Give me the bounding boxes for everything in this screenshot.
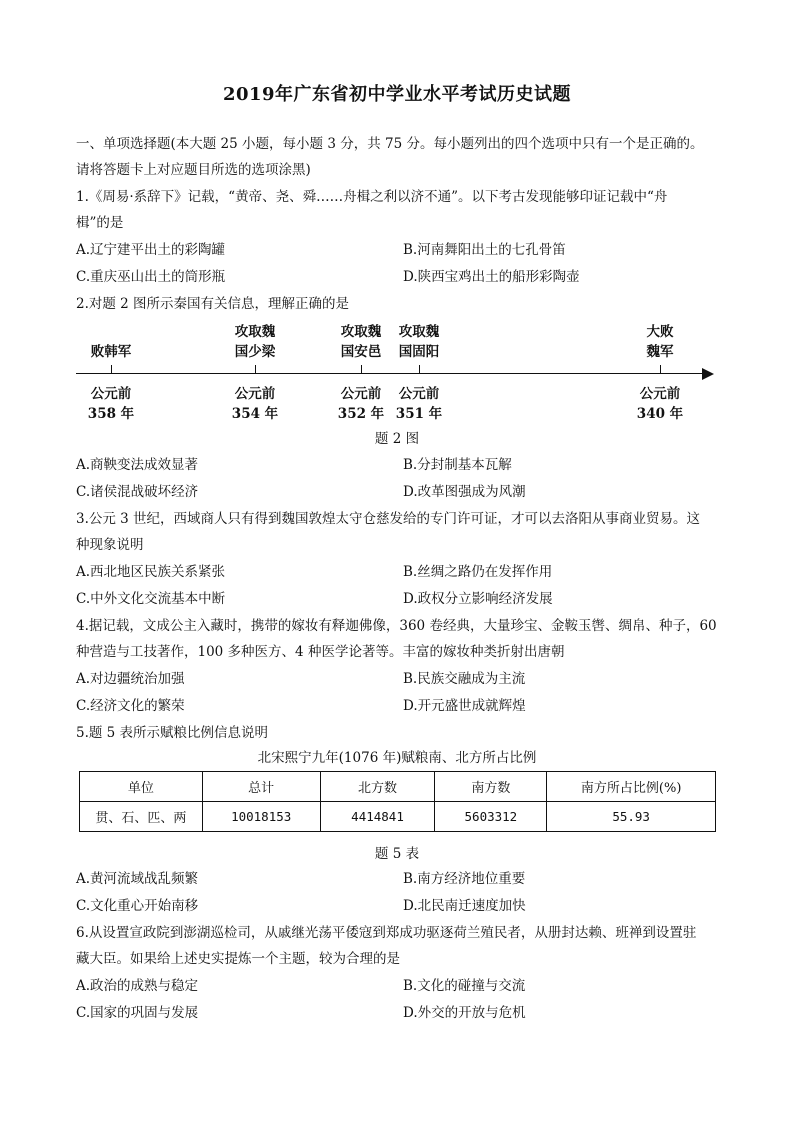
timeline-event-label-line-2: 败韩军 (90, 344, 132, 360)
question-3-option-d: D.政权分立影响经济发展 (403, 591, 553, 607)
table-header-row (80, 772, 716, 802)
timeline-event-label-line-2: 国固阳 (398, 344, 440, 360)
question-1-option-b: B.河南舞阳出土的七孔骨笛 (403, 242, 566, 258)
question-2-figure-caption: 题 2 图 (374, 431, 420, 447)
question-3-option-b: B.丝绸之路仍在发挥作用 (403, 564, 553, 580)
question-1-option-c: C.重庆巫山出土的筒形瓶 (76, 269, 226, 285)
table-header-cell: 北方数 (320, 772, 435, 802)
question-1-option-a: A.辽宁建平出土的彩陶罐 (76, 242, 226, 258)
question-6-option-c: C.国家的巩固与发展 (76, 1005, 199, 1021)
question-5-table (79, 771, 716, 832)
timeline-date-line-1: 公元前 (90, 386, 132, 402)
timeline-tick (255, 365, 256, 373)
table-cell-north: 4414841 (320, 802, 435, 832)
timeline-date-line-2: 358 年 (87, 406, 135, 422)
question-6-option-d: D.外交的开放与危机 (403, 1005, 526, 1021)
question-2-stem: 2.对题 2 图所示秦国有关信息，理解正确的是 (76, 296, 350, 312)
question-3-stem-line-1: 3.公元 3 世纪，西域商人只有得到魏国敦煌太守仓慈发给的专门许可证，才可以去洛阳从事商业贸易。这 (76, 511, 701, 527)
timeline-date-line-2: 354 年 (231, 406, 279, 422)
question-1-option-d: D.陕西宝鸡出土的船形彩陶壶 (403, 269, 580, 285)
timeline-tick (419, 365, 420, 373)
question-3-stem-line-2: 种现象说明 (76, 537, 144, 553)
question-4-option-b: B.民族交融成为主流 (403, 671, 526, 687)
timeline-event-label-line-1: 大败 (646, 324, 674, 340)
table-cell-unit: 贯、石、匹、两 (80, 802, 203, 832)
table-header-cell: 总计 (202, 772, 320, 802)
table-header-cell: 南方数 (435, 772, 547, 802)
question-4-stem-line-2: 种营造与工技著作，100 多种医方、4 种医学论著等。丰富的嫁妆种类折射出唐朝 (76, 644, 565, 660)
table-header-cell: 南方所占比例(%) (547, 772, 716, 802)
timeline-event-label-line-1: 攻取魏 (234, 324, 276, 340)
question-5-table-caption: 题 5 表 (374, 846, 420, 862)
question-4-option-d: D.开元盛世成就辉煌 (403, 698, 526, 714)
question-5-option-a: A.黄河流域战乱频繁 (76, 871, 199, 887)
table-header-cell: 单位 (80, 772, 203, 802)
timeline-date-line-1: 公元前 (340, 386, 382, 402)
question-6-option-a: A.政治的成熟与稳定 (76, 978, 199, 994)
question-5-option-b: B.南方经济地位重要 (403, 871, 526, 887)
table-cell-south-ratio: 55.93 (547, 802, 716, 832)
question-2-option-c: C.诸侯混战破坏经济 (76, 484, 199, 500)
timeline-arrow-icon (702, 368, 714, 380)
timeline-event-label-line-1: 攻取魏 (398, 324, 440, 340)
section-instruction-line-2: 请将答题卡上对应题目所选的选项涂黑) (76, 162, 311, 178)
question-5-option-d: D.北民南迁速度加快 (403, 898, 526, 914)
question-5-option-c: C.文化重心开始南移 (76, 898, 199, 914)
table-cell-total: 10018153 (202, 802, 320, 832)
question-2-option-b: B.分封制基本瓦解 (403, 457, 512, 473)
timeline-axis (76, 373, 708, 374)
question-6-stem-line-1: 6.从设置宣政院到澎湖巡检司，从戚继光荡平倭寇到郑成功驱逐荷兰殖民者，从册封达赖、班禅到设置驻 (76, 925, 697, 941)
question-1-stem-line-1: 1.《周易·系辞下》记载，“黄帝、尧、舜……舟楫之利以济不通”。以下考古发现能够印证记载中“舟 (76, 189, 668, 205)
question-4-option-a: A.对边疆统治加强 (76, 671, 185, 687)
question-2-option-d: D.改革图强成为风潮 (403, 484, 526, 500)
question-1-stem-line-2: 楫”的是 (76, 215, 124, 231)
timeline-event-label-line-2: 国安邑 (340, 344, 382, 360)
page-title: 2019年广东省初中学业水平考试历史试题 (222, 84, 572, 105)
question-3-option-c: C.中外文化交流基本中断 (76, 591, 226, 607)
timeline-date-line-2: 351 年 (395, 406, 443, 422)
question-5-stem: 5.题 5 表所示赋粮比例信息说明 (76, 725, 269, 741)
section-instruction-line-1: 一、单项选择题(本大题 25 小题，每小题 3 分，共 75 分。每小题列出的四个选项中只有一个是正确的。 (76, 136, 704, 152)
question-3-option-a: A.西北地区民族关系紧张 (76, 564, 226, 580)
question-6-option-b: B.文化的碰撞与交流 (403, 978, 526, 994)
timeline-date-line-1: 公元前 (639, 386, 681, 402)
question-4-option-c: C.经济文化的繁荣 (76, 698, 185, 714)
timeline-tick (361, 365, 362, 373)
timeline-date-line-2: 352 年 (337, 406, 385, 422)
timeline-date-line-2: 340 年 (636, 406, 684, 422)
timeline-tick (111, 365, 112, 373)
timeline-tick (660, 365, 661, 373)
question-2-option-a: A.商鞅变法成效显著 (76, 457, 199, 473)
question-6-stem-line-2: 藏大臣。如果给上述史实提炼一个主题，较为合理的是 (76, 951, 400, 967)
table-cell-south: 5603312 (435, 802, 547, 832)
timeline-event-label-line-2: 魏军 (646, 344, 674, 360)
question-2-timeline (76, 318, 726, 428)
question-5-table-title: 北宋熙宁九年(1076 年)赋粮南、北方所占比例 (257, 750, 537, 766)
timeline-event-label-line-1: 攻取魏 (340, 324, 382, 340)
timeline-date-line-1: 公元前 (234, 386, 276, 402)
question-4-stem-line-1: 4.据记载，文成公主入藏时，携带的嫁妆有释迦佛像，360 卷经典，大量珍宝、金鞍玉辔、绸帛、种子，60 (76, 618, 717, 634)
timeline-date-line-1: 公元前 (398, 386, 440, 402)
timeline-event-label-line-2: 国少梁 (234, 344, 276, 360)
table-row (80, 802, 716, 832)
